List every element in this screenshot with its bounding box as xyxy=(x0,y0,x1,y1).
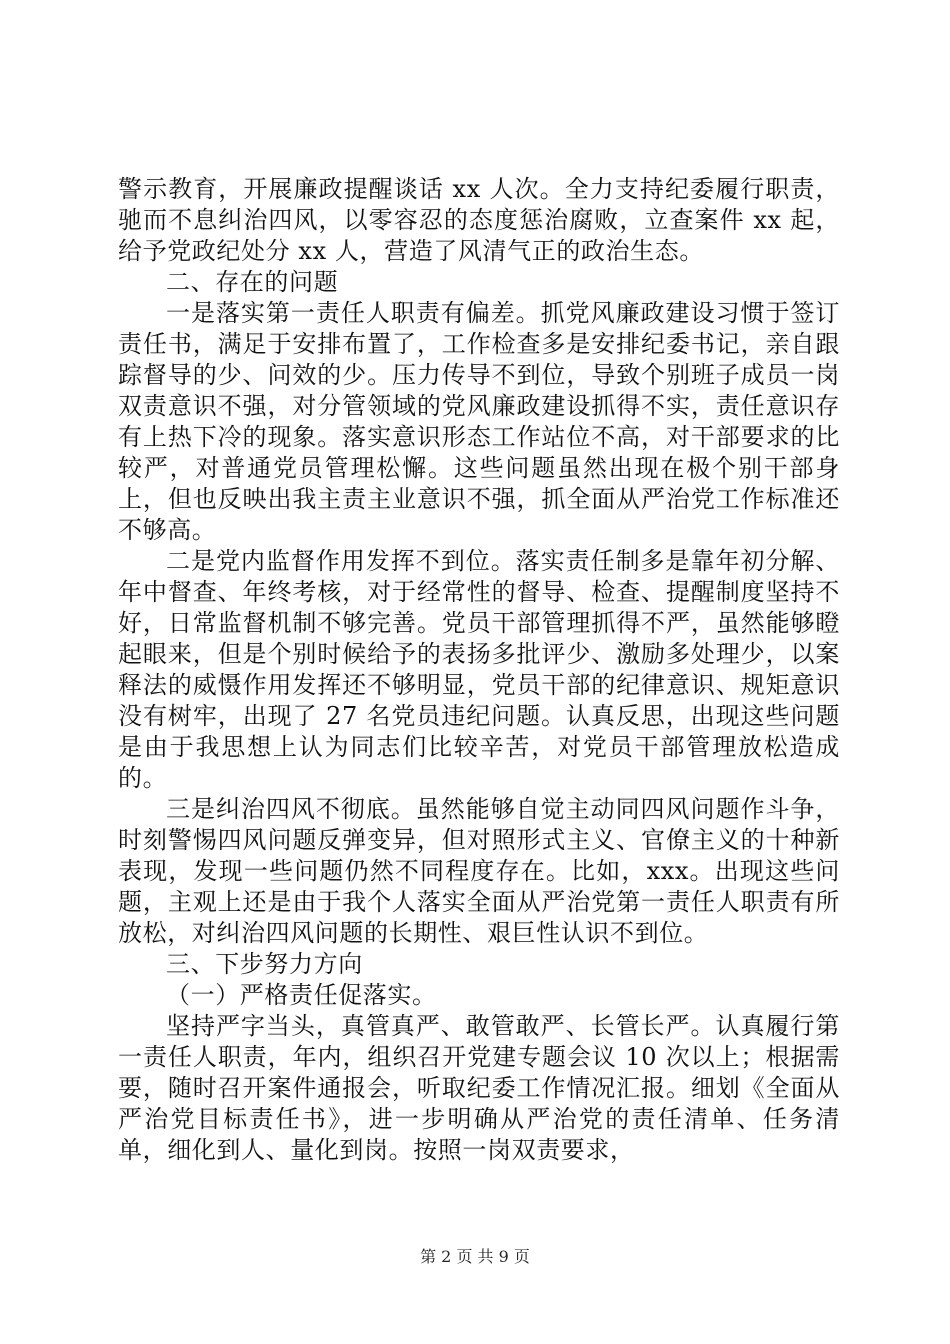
paragraph-problem-one: 一是落实第一责任人职责有偏差。抓党风廉政建设习惯于签订责任书，满足于安排布置了，工作检查多是安排纪委书记，亲自跟踪督导的少、问效的少。压力传导不到位，导致个别班子成员一岗双责意识不强，对分管领域的党风廉政建设抓得不实，责任意识存有上热下冷的现象。落实意识形态工作站位不高，对干部要求的比较严，对普通党员管理松懈。这些问题虽然出现在极个别干部身上，但也反映出我主责主业意识不强，抓全面从严治党工作标准还不够高。 xyxy=(118,299,840,544)
paragraph-strict-management: 坚持严字当头，真管真严、敢管敢严、长管长严。认真履行第一责任人职责，年内，组织召开党建专题会议 10 次以上；根据需要，随时召开案件通报会，听取纪委工作情况汇报。细划《全面从严治党目标责任书》，进一步明确从严治党的责任清单、任务清单，细化到人、量化到岗。按照一岗双责要求， xyxy=(118,1012,840,1164)
section-heading-problems: 二、存在的问题 xyxy=(166,268,339,296)
section-heading-next-steps: 三、下步努力方向 xyxy=(166,950,363,978)
paragraph-problem-two: 二是党内监督作用发挥不到位。落实责任制多是靠年初分解、年中督查、年终考核，对于经常性的督导、检查、提醒制度坚持不好，日常监督机制不够完善。党员干部管理抓得不严，虽然能够瞪起眼来，但是个别时候给予的表扬多批评少、激励多处理少，以案释法的威慑作用发挥还不够明显，党员干部的纪律意识、规矩意识没有树牢，出现了 27 名党员违纪问题。认真反思，出现这些问题是由于我思想上认为同志们比较辛苦，对党员干部管理放松造成的。 xyxy=(118,547,840,792)
paragraph-problem-three: 三是纠治四风不彻底。虽然能够自觉主动同四风问题作斗争，时刻警惕四风问题反弹变异，但对照形式主义、官僚主义的十种新表现，发现一些问题仍然不同程度存在。比如，xxx。出现这些问题，主观上还是由于我个人落实全面从严治党第一责任人职责有所放松，对纠治四风问题的长期性、艰巨性认识不到位。 xyxy=(118,795,840,947)
page-footer: 第 2 页 共 9 页 xyxy=(420,1247,530,1266)
paragraph-warning-education: 警示教育，开展廉政提醒谈话 xx 人次。全力支持纪委履行职责，驰而不息纠治四风，以零容忍的态度惩治腐败，立查案件 xx 起，给予党政纪处分 xx 人，营造了风清气正的政治生态。 xyxy=(118,175,840,265)
subsection-heading-responsibility: （一）严格责任促落实。 xyxy=(166,981,437,1009)
document-body xyxy=(118,174,840,1166)
